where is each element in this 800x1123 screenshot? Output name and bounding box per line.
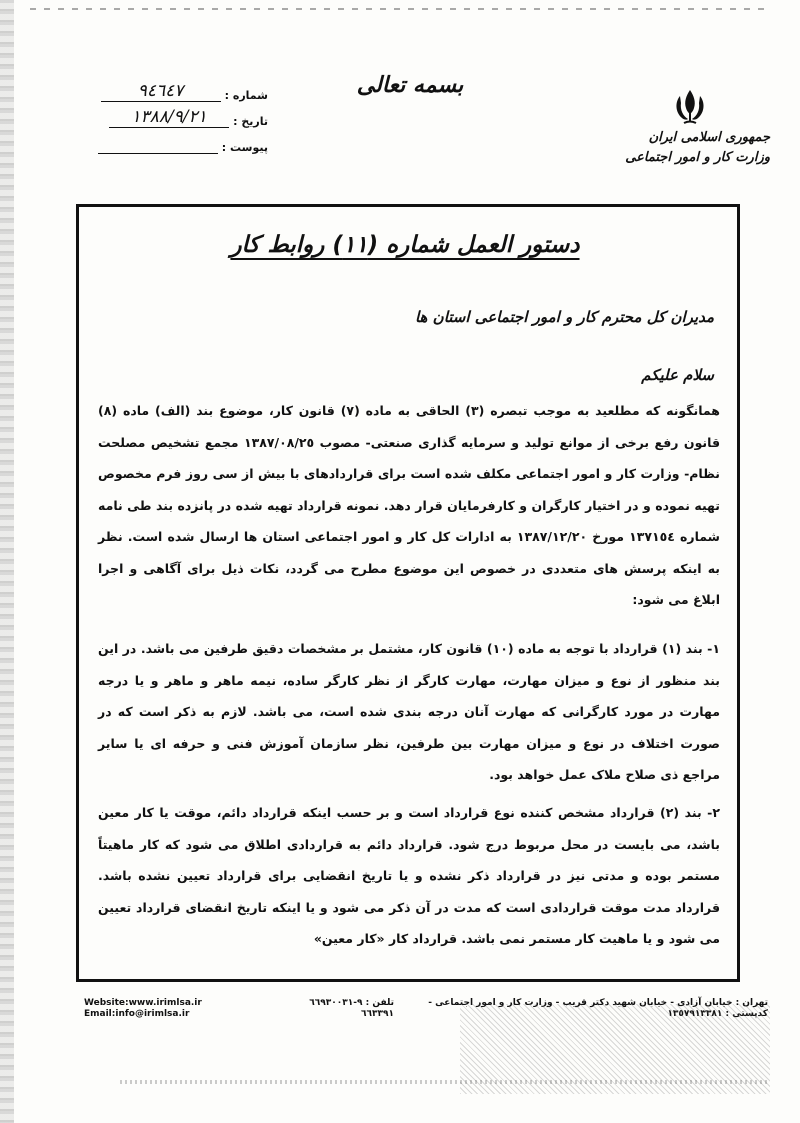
number-value: ٩٤٦٤٧ [101, 81, 221, 102]
iran-emblem-icon [672, 86, 708, 126]
org-line-1: جمهوری اسلامی ایران [648, 130, 770, 145]
paragraph-clause-2: ٢- بند (٢) قرارداد مشخص کننده نوع قرارداد است و بر حسب اینکه قرارداد دائم، موقت یا کار معین باشد، می بایست در محل مربوط درج شود. قرارداد دائم به قراردادی اطلاق می شود که کار ماهیتاً مستمر بوده و مدتی نیز در قرارداد ذکر نشده و یا تاریخ انقضایی برای قرارداد تعیین نشده باشد. قرارداد مدت موقت قراردادی است که مدت در آن ذکر می شود و یا اینکه تاریخ انقضای قرارداد تعیین می شود و یا ماهیت کار مستمر نمی باشد. قرارداد کار «کار معین» [98, 805, 720, 946]
addressee: مدیران کل محترم کار و امور اجتماعی استان ها [414, 308, 714, 326]
attachment-line [98, 143, 218, 154]
attachment-row [88, 132, 268, 154]
number-row [88, 80, 268, 102]
org-line-2: وزارت کار و امور اجتماعی [625, 150, 770, 165]
basmala: بسمه تعالی [356, 72, 464, 98]
footer-address: تهران : خیابان آزادی - خیابان شهید دکتر قریب - وزارت کار و امور اجتماعی - کدپستی : ١٣٥٧٩١٣٣٨١ [428, 998, 768, 1019]
scan-bottom-line [120, 1080, 770, 1084]
organization-name [600, 128, 770, 168]
footer-phone [284, 998, 394, 1020]
date-row [88, 106, 268, 128]
document-title: دستور العمل شماره (١١) روابط کار [230, 232, 580, 258]
paragraph-clause-1: ١- بند (١) قرارداد با توجه به ماده (١٠) قانون کار، مشتمل بر مشخصات دقیق طرفین می باشد. در این بند منظور از نوع و میزان مهارت، مهارت کارگر از نظر کارگر ساده، نیمه ماهر و ماهر و یا درجه مهارت در مورد کارگرانی که مهارت آنان درجه بندی شده است، می باشد. لازم به ذکر است که در صورت اختلاف در نوع و میزان مهارت بین طرفین، نظر سازمان آموزش فنی و حرفه ای یا سایر مراجع ذی صلاح ملاک عمل خواهد بود. [98, 641, 721, 782]
footer-phone-number: تلفن : ٩-٦٦٩٣٠٠٣١ [309, 998, 394, 1008]
scan-edge [0, 0, 14, 1123]
attachment-label: پیوست : [221, 141, 268, 154]
date-label: تاریخ : [233, 115, 268, 128]
footer-fax-number: ٦٦٣٣٩١ [361, 1009, 394, 1019]
footer-contact [84, 998, 202, 1020]
greeting: سلام علیکم [641, 366, 714, 384]
paragraph-intro: همانگونه که مطلعید به موجب تبصره (٣) الحاقی به ماده (٧) قانون کار، موضوع بند (الف) ماده (٨) قانون رفع برخی از موانع تولید و سرمایه گذاری صنعتی- مصوب ١٣٨٧/٠٨/٢٥ مجمع تشخیص مصلحت نظام- وزارت کار و امور اجتماعی مکلف شده است برای قراردادهای با بیش از سی روز فرم مخصوص تهیه نموده و در اختیار کارگران و کارفرمایان قرار دهد. نمونه قرارداد تهیه شده در پانزده بند طی نامه شماره ١٣٧١٥٤ مورخ ١٣٨٧/١٢/٢٠ به ادارات کل کار و امور اجتماعی استان ها ارسال شده است. نظر به اینکه پرسش های متعددی در خصوص این موضوع مطرح می گردد، نکات ذیل برای آگاهی و اجرا ابلاغ می شود: [98, 403, 721, 607]
date-value: ١٣٨٨/٩/٢١ [109, 107, 229, 128]
footer-website: Website:www.irimlsa.ir [84, 998, 202, 1008]
letter-meta [88, 80, 268, 158]
number-label: شماره : [224, 89, 268, 102]
footer-email: Email:info@irimlsa.ir [84, 1009, 190, 1019]
scan-top-line [30, 8, 770, 10]
